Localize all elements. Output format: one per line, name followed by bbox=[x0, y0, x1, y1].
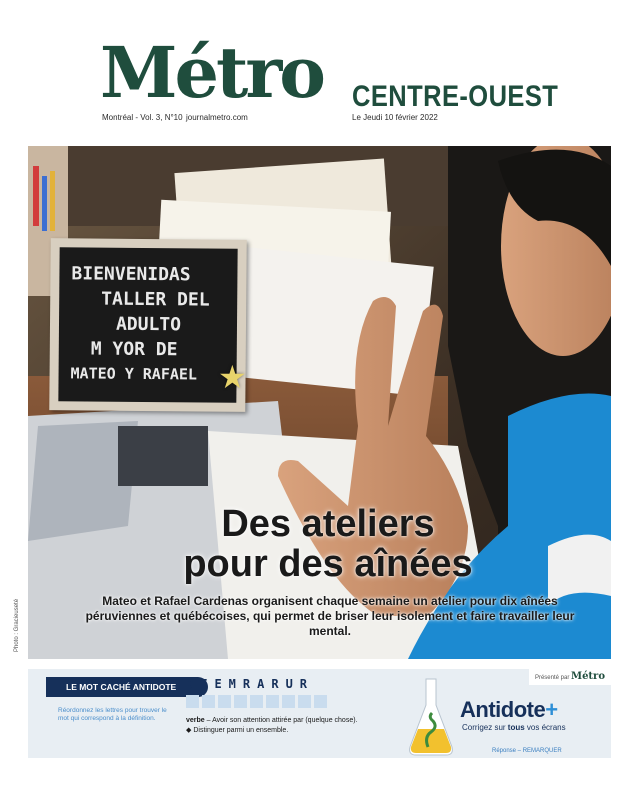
letterboard-line: MATEO Y RAFAEL bbox=[70, 364, 198, 384]
headline-line: Des ateliers bbox=[221, 503, 435, 545]
volume-info: Montréal - Vol. 3, N°10 bbox=[102, 113, 183, 122]
definition-text: – Avoir son attention attirée par (quelque chose). bbox=[204, 717, 358, 724]
antidote-ad[interactable] bbox=[28, 669, 611, 758]
plus-icon: + bbox=[545, 697, 558, 722]
letterboard-line: M YOR DE bbox=[90, 338, 178, 361]
scrambled-letters: QEEMRARUR bbox=[186, 677, 315, 691]
answer-boxes bbox=[186, 695, 330, 713]
metro-mini-logo: Métro bbox=[571, 671, 605, 682]
word-definition bbox=[186, 716, 358, 736]
ad-tab-title: LE MOT CACHÉ ANTIDOTE bbox=[46, 677, 208, 697]
answer-box bbox=[234, 695, 247, 708]
answer-box bbox=[266, 695, 279, 708]
issue-date: Le Jeudi 10 février 2022 bbox=[352, 113, 438, 122]
definition-text: ◆ Distinguer parmi un ensemble. bbox=[186, 727, 289, 734]
answer-box bbox=[202, 695, 215, 708]
answer-box bbox=[282, 695, 295, 708]
letterboard-line: BIENVENIDAS bbox=[71, 263, 191, 286]
answer-box bbox=[298, 695, 311, 708]
cover-photo bbox=[28, 146, 611, 659]
answer-box bbox=[186, 695, 199, 708]
presented-by: Présenté par Métro bbox=[529, 669, 611, 685]
antidote-logo[interactable]: Antidote+ bbox=[460, 697, 558, 722]
letterboard-line: ADULTO bbox=[115, 313, 182, 336]
headline-line: pour des aînées bbox=[183, 543, 473, 585]
answer-box bbox=[314, 695, 327, 708]
website-link[interactable]: journalmetro.com bbox=[186, 113, 248, 122]
answer-box bbox=[250, 695, 263, 708]
cover-headline[interactable] bbox=[68, 504, 588, 584]
masthead bbox=[0, 0, 640, 140]
photo-credit: Photo : Gracieuseté bbox=[14, 598, 20, 652]
ad-tagline: Corrigez sur tous vos écrans bbox=[462, 723, 566, 732]
star-ornament-icon: ★ bbox=[218, 359, 247, 395]
answer-box bbox=[218, 695, 231, 708]
letterboard-line: TALLER DEL bbox=[101, 288, 210, 311]
cover-summary: Mateo et Rafael Cardenas organisent chaque semaine un atelier pour dix aînées péruviennes et québécoises, qui permet de briser leur isolement et faire travailler leur mental. bbox=[85, 594, 575, 638]
edition-name: CENTRE-OUEST bbox=[352, 80, 559, 113]
ad-instructions: Réordonnez les lettres pour trouver le mot qui correspond à la définition. bbox=[58, 707, 167, 722]
flask-icon bbox=[406, 677, 456, 757]
metro-logo: Métro bbox=[100, 31, 323, 114]
definition-label: verbe bbox=[186, 717, 205, 724]
puzzle-answer: Réponse – REMARQUER bbox=[492, 748, 562, 754]
